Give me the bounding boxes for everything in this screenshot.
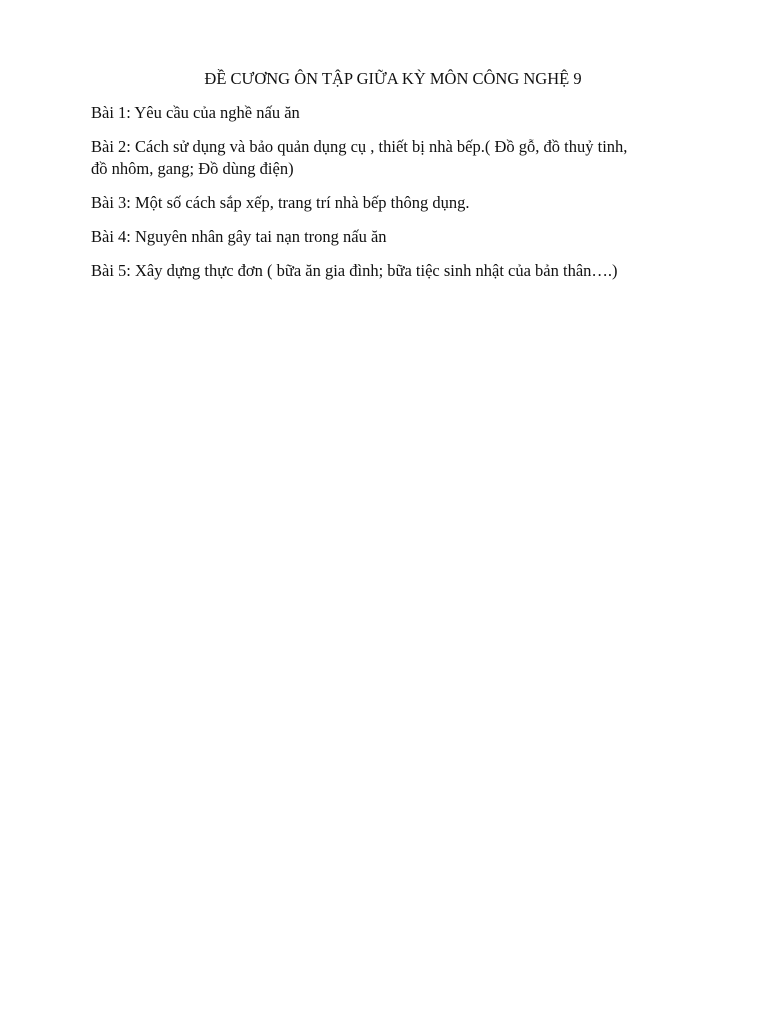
lesson-item-text: Bài 3: Một số cách sắp xếp, trang trí nhà bếp thông dụng. xyxy=(91,193,470,212)
lesson-item-3 xyxy=(91,192,691,214)
lesson-item-text-continuation: đồ nhôm, gang; Đồ dùng điện) xyxy=(91,159,294,178)
lesson-item-1 xyxy=(91,102,691,124)
lesson-item-text: Bài 4: Nguyên nhân gây tai nạn trong nấu ăn xyxy=(91,227,387,246)
lesson-item-2 xyxy=(91,136,691,180)
lesson-list xyxy=(91,102,691,294)
lesson-item-text: Bài 5: Xây dựng thực đơn ( bữa ăn gia đình; bữa tiệc sinh nhật của bản thân….) xyxy=(91,261,618,280)
lesson-item-text: Bài 2: Cách sử dụng và bảo quản dụng cụ , thiết bị nhà bếp.( Đồ gỗ, đồ thuỷ tinh, xyxy=(91,137,628,156)
lesson-item-5 xyxy=(91,260,691,282)
lesson-item-text: Bài 1: Yêu cầu của nghề nấu ăn xyxy=(91,103,300,122)
lesson-item-4 xyxy=(91,226,691,248)
document-title: ĐỀ CƯƠNG ÔN TẬP GIỮA KỲ MÔN CÔNG NGHỆ 9 xyxy=(204,69,582,88)
